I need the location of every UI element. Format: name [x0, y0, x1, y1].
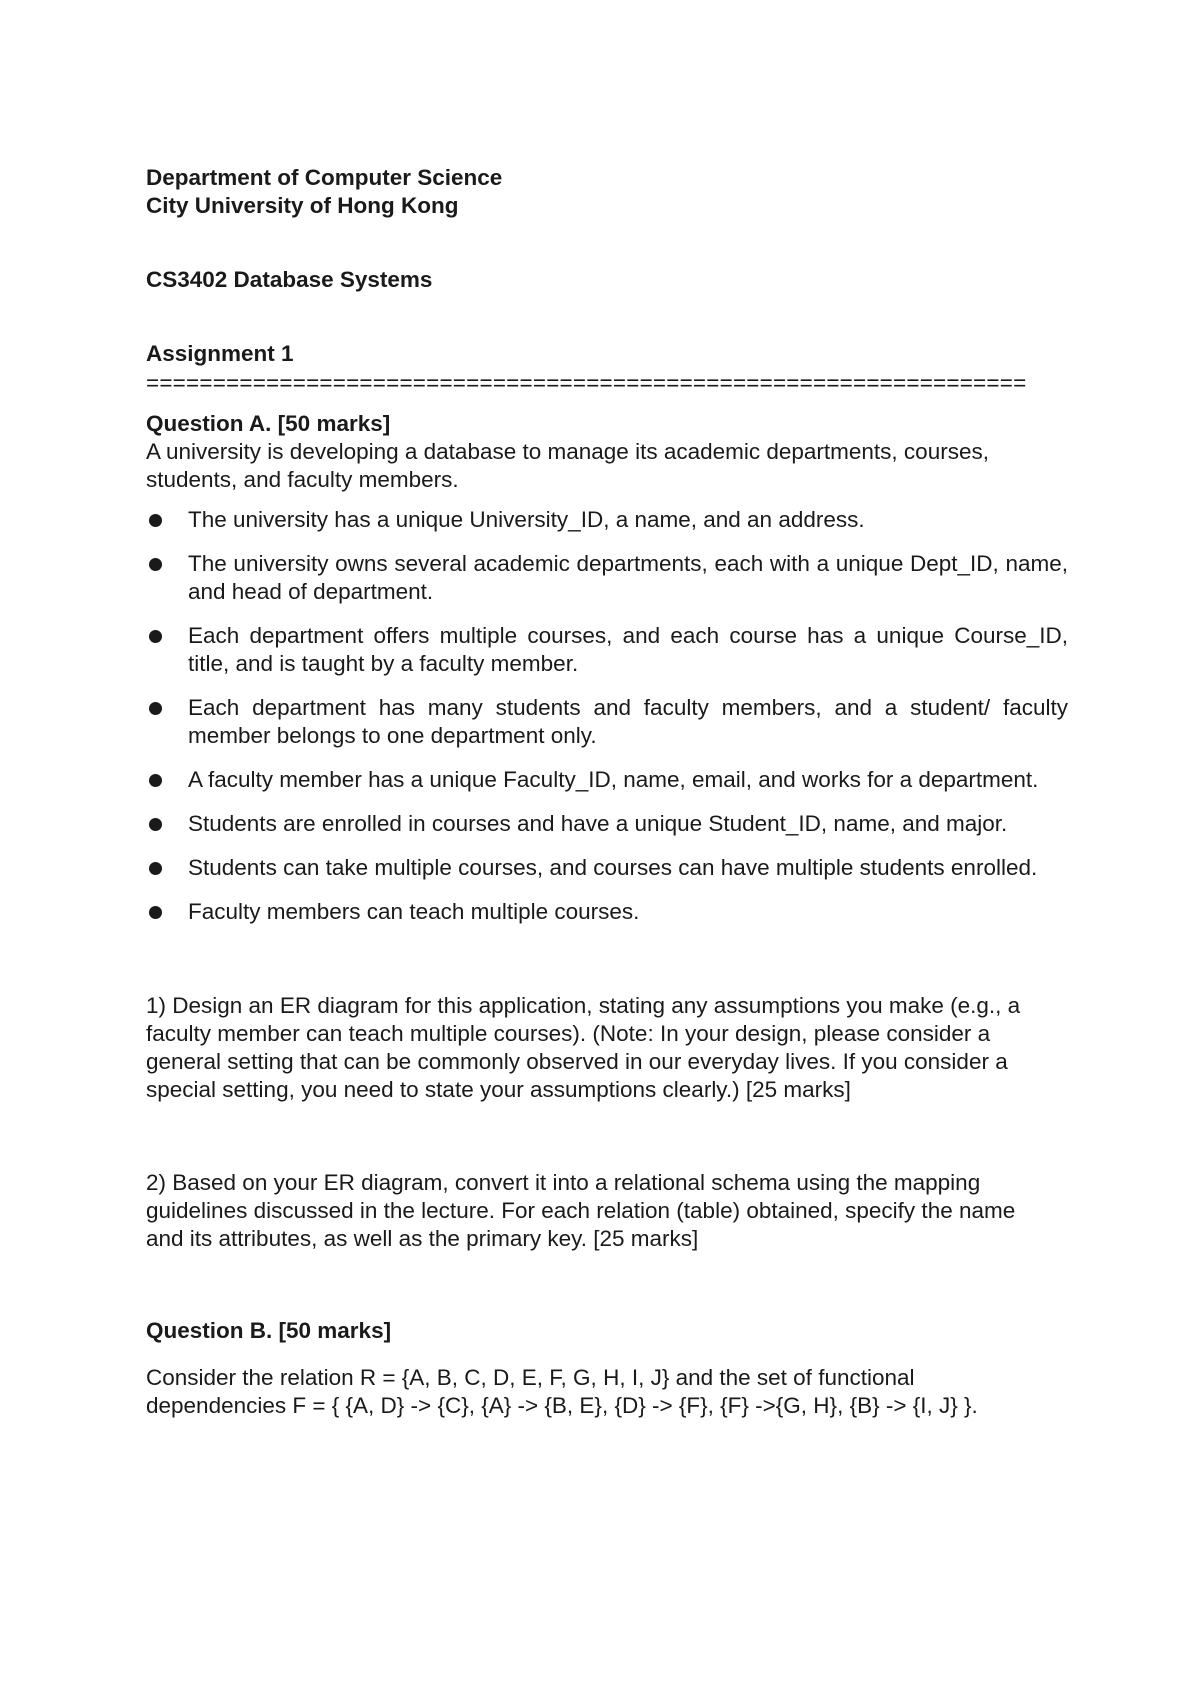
list-item: [146, 622, 1068, 678]
separator-line: ==================================================================: [146, 370, 1027, 395]
list-item-text: Students are enrolled in courses and have a unique Student_ID, name, and major.: [188, 811, 1008, 836]
bullet-icon: [149, 818, 162, 831]
list-item: [146, 898, 1068, 926]
bullet-icon: [149, 630, 162, 643]
department-heading: Department of Computer Science: [146, 165, 503, 190]
university-heading: City University of Hong Kong: [146, 193, 459, 218]
bullet-icon: [149, 514, 162, 527]
list-item-text: A faculty member has a unique Faculty_ID, name, email, and works for a department.: [188, 767, 1039, 792]
list-item: [146, 694, 1068, 750]
requirements-list: [146, 506, 1068, 926]
bullet-icon: [149, 702, 162, 715]
list-item: [146, 854, 1068, 882]
list-item: [146, 810, 1068, 838]
spacer: [146, 294, 1060, 340]
list-item-text: The university has a unique University_ID, a name, and an address.: [188, 507, 865, 532]
subquestion-1: 1) Design an ER diagram for this application, stating any assumptions you make (e.g., a faculty member can teach multiple courses). (Note: In your design, please consider a general setting that can be commonly observed in our everyday lives. If you consider a special setting, you need to state your assumptions clearly.) [25 marks]: [146, 993, 1021, 1102]
bullet-icon: [149, 774, 162, 787]
list-item: [146, 766, 1068, 794]
question-b-text: Consider the relation R = {A, B, C, D, E, F, G, H, I, J} and the set of functional dependencies F = { {A, D} -> {C}, {A} -> {B, E}, {D} -> {F}, {F} ->{G, H}, {B} -> {I, J} }.: [146, 1365, 978, 1418]
spacer: [146, 220, 1060, 266]
question-b-title: Question B. [50 marks]: [146, 1318, 392, 1343]
list-item-text: Each department has many students and faculty members, and a student/ faculty member belongs to one department only.: [188, 695, 1068, 748]
assignment-heading: Assignment 1: [146, 341, 294, 366]
list-item-text: Faculty members can teach multiple courses.: [188, 899, 640, 924]
list-item-text: Each department offers multiple courses, and each course has a unique Course_ID, title, and is taught by a faculty member.: [188, 623, 1068, 676]
list-item: [146, 550, 1068, 606]
list-item-text: The university owns several academic departments, each with a unique Dept_ID, name, and head of department.: [188, 551, 1068, 604]
bullet-icon: [149, 906, 162, 919]
course-heading: CS3402 Database Systems: [146, 267, 433, 292]
question-a-title: Question A. [50 marks]: [146, 411, 391, 436]
bullet-icon: [149, 558, 162, 571]
list-item: [146, 506, 1068, 534]
bullet-icon: [149, 862, 162, 875]
subquestion-2: 2) Based on your ER diagram, convert it into a relational schema using the mapping guidelines discussed in the lecture. For each relation (table) obtained, specify the name and its attributes, as well as the primary key. [25 marks]: [146, 1170, 1016, 1251]
list-item-text: Students can take multiple courses, and courses can have multiple students enrolled.: [188, 855, 1038, 880]
question-a-intro: A university is developing a database to manage its academic departments, courses, students, and faculty members.: [146, 439, 989, 492]
